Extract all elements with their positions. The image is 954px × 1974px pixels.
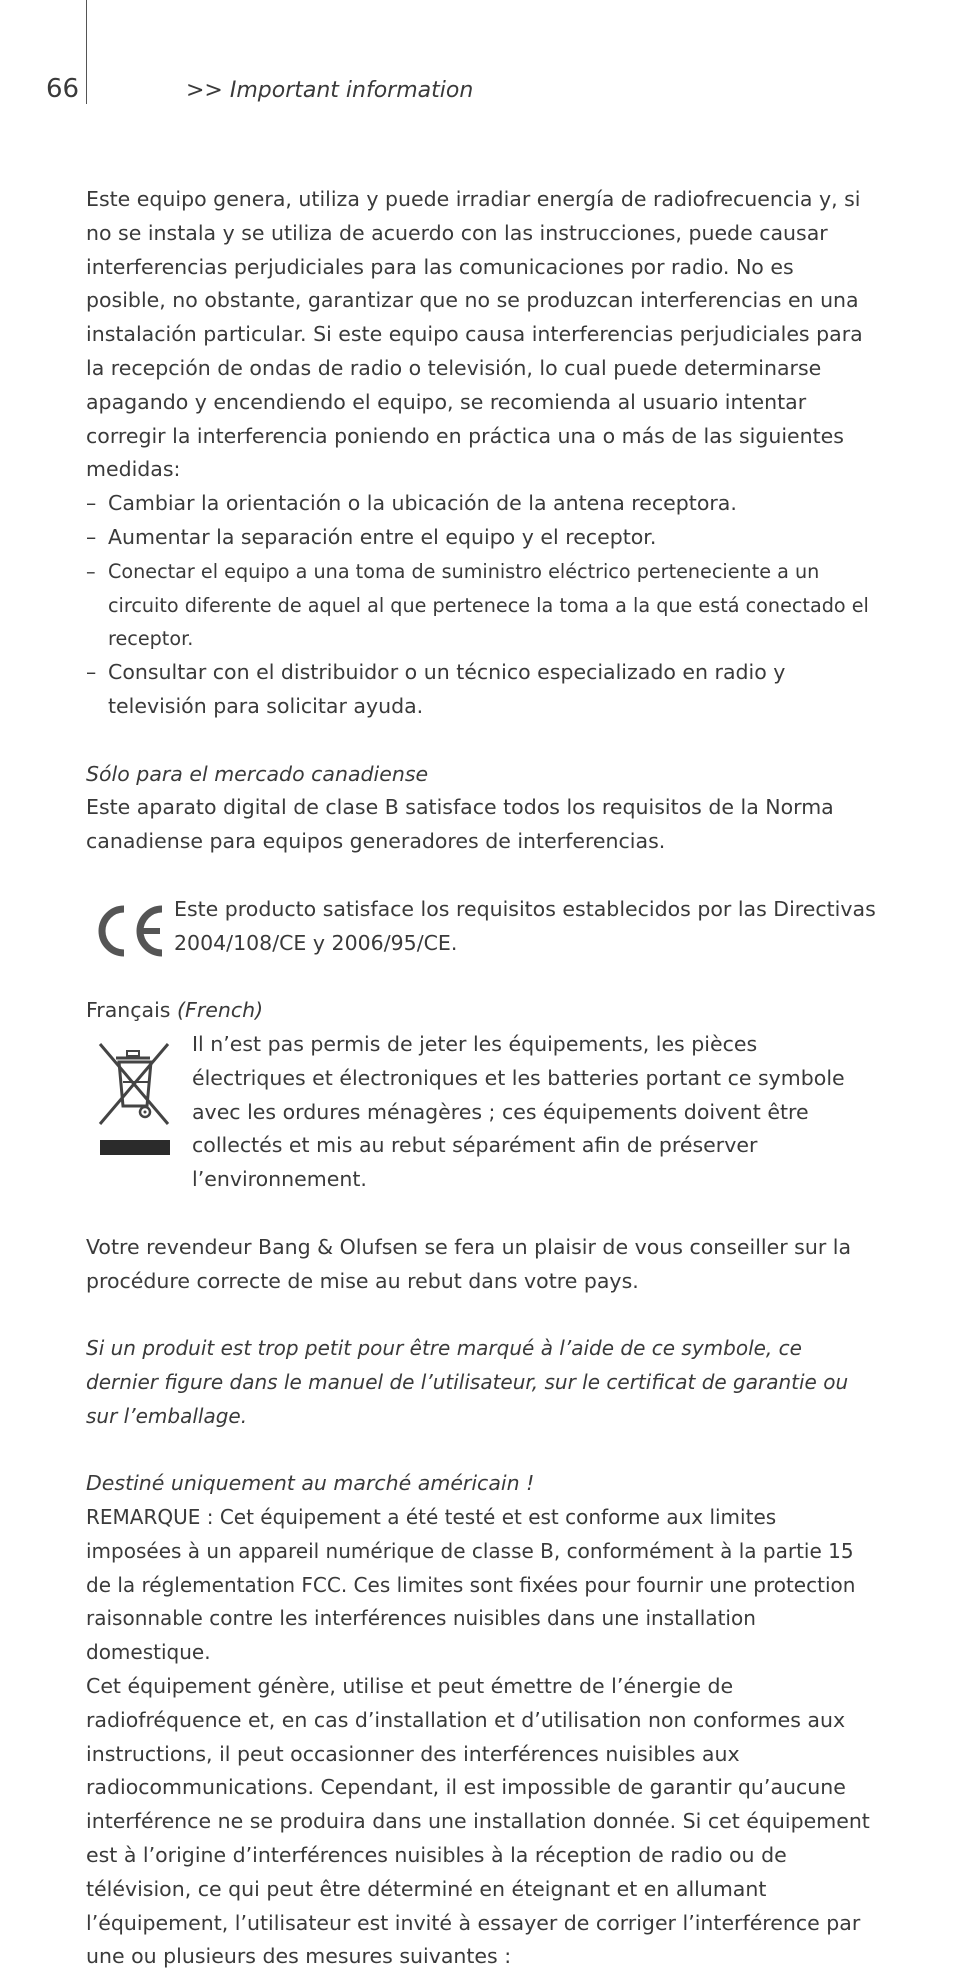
list-item: – Aumentar la separación entre el equipo y el receptor. (86, 521, 876, 555)
list-item: – Conectar el equipo a una toma de suministro eléctrico perteneciente a un circuito diferente de aquel al que pertenece la toma a la que está conectado el receptor. (86, 555, 876, 656)
fr-language-english: (French) (177, 998, 264, 1023)
page-number: 66 (46, 74, 80, 104)
fr-us-text: Cet équipement génère, utilise et peut émettre de l’énergie de radiofréquence et, en cas d’installation et d’utilisation non conformes aux instructions, il peut occasionner des interférences nuisibles aux radiocommunications. Cependant, il est impossible de garantir qu’aucune interférence ne se produira dans une installation donnée. Si cet équipement est à l’origine d’interférences nuisibles à la réception de radio ou de télévision, ce qui peut être déterminé en éteignant et en allumant l’équipement, l’utilisateur est invité à essayer de corriger l’interférence par une ou plusieurs des mesures suivantes : (86, 1674, 870, 1969)
fr-language-name: Français (86, 998, 171, 1023)
ce-text: Este producto satisface los requisitos establecidos por las Directivas 2004/108/CE y 2006/95/CE. (174, 896, 876, 955)
list-item: – Consultar con el distribuidor o un técnico especializado en radio y televisión para solicitar ayuda. (86, 656, 876, 724)
weee-text: Il n’est pas permis de jeter les équipements, les pièces électriques et électroniques et les batteries portant ce symbole avec les ordures ménagères ; ces équipements doivent être collectés et mis au rebut séparément afin de préserver l’environnement. (192, 1031, 845, 1192)
es-measures-list (86, 487, 876, 724)
es-canada-text: Este aparato digital de clase B satisface todos los requisitos de la Norma canadiense para equipos generadores de interferencias. (86, 795, 834, 854)
page-content (86, 183, 876, 1974)
weee-bin-icon (94, 1034, 176, 1156)
ce-statement (86, 893, 876, 961)
page-header: >> Important information (186, 78, 474, 103)
header-divider (86, 0, 87, 104)
ce-mark-icon (90, 903, 170, 959)
es-canada-heading: Sólo para el mercado canadiense (86, 761, 429, 786)
es-paragraph-interference: Este equipo genera, utiliza y puede irradiar energía de radiofrecuencia y, si no se instala y se utiliza de acuerdo con las instrucciones, puede causar interferencias perjudiciales para las comunicaciones por radio. No es posible, no obstante, garantizar que no se produzcan interferencias en una instalación particular. Si este equipo causa interferencias perjudiciales para la recepción de ondas de radio o televisión, lo cual puede determinarse apagando y encendiendo el equipo, se recomienda al usuario intentar corregir la interferencia poniendo en práctica una o más de las siguientes medidas: (86, 187, 863, 482)
fr-us-note: REMARQUE : Cet équipement a été testé et est conforme aux limites imposées à un appareil numérique de classe B, conformément à la partie 15 de la réglementation FCC. Ces limites sont fixées pour fournir une protection raisonnable contre les interférences nuisibles dans une installation domestique. (86, 1505, 856, 1665)
fr-language-heading (86, 994, 876, 1028)
fr-us-heading: Destiné uniquement au marché américain ! (86, 1471, 535, 1496)
weee-statement (86, 1028, 876, 1197)
fr-dealer-text: Votre revendeur Bang & Olufsen se fera un plaisir de vous conseiller sur la procédure correcte de mise au rebut dans votre pays. (86, 1234, 852, 1293)
list-item: – Cambiar la orientación o la ubicación de la antena receptora. (86, 487, 876, 521)
fr-small-product-text: Si un produit est trop petit pour être marqué à l’aide de ce symbole, ce dernier figure dans le manuel de l’utilisateur, sur le certificat de garantie ou sur l’emballage. (86, 1336, 849, 1428)
